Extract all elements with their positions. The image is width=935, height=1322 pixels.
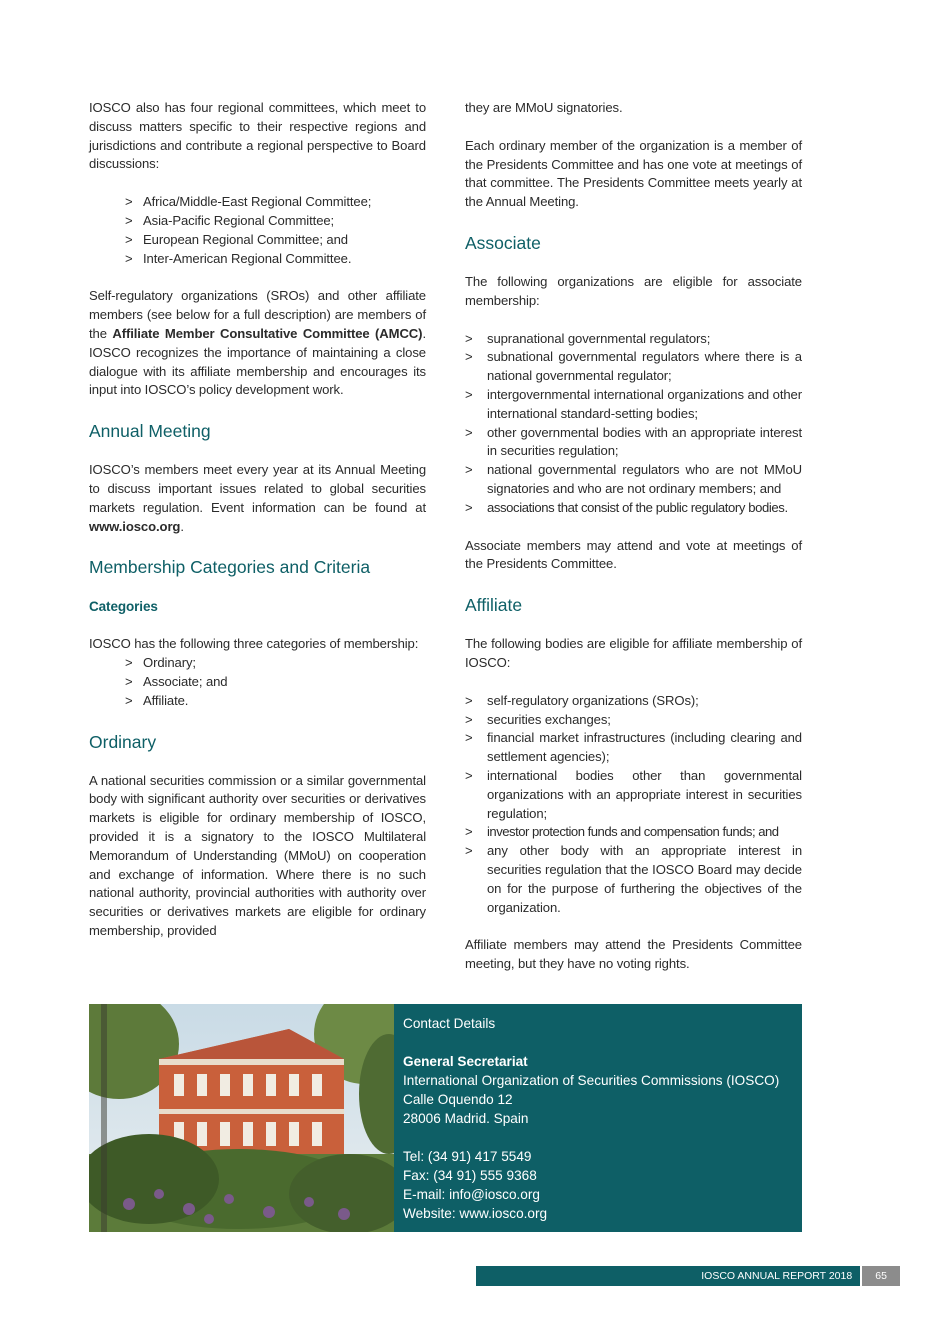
list-item: > national governmental regulators who are not MMoU signatories and who are not ordinary members; and	[465, 461, 802, 499]
list-item: > international bodies other than governmental organizations with an appropriate interest in securities regulation;	[465, 767, 802, 823]
building-photo-illustration	[89, 1004, 394, 1232]
list-item: > Associate; and	[125, 673, 426, 692]
associate-list	[465, 330, 802, 518]
list-item: > self-regulatory organizations (SROs);	[465, 692, 802, 711]
membership-heading: Membership Categories and Criteria	[89, 557, 371, 578]
report-title: IOSCO ANNUAL REPORT 2018	[476, 1266, 860, 1286]
associate-intro: The following organizations are eligible for associate membership:	[465, 273, 802, 308]
org-heading: General Secretariat	[403, 1054, 528, 1069]
list-item: > Africa/Middle-East Regional Committee;	[125, 193, 426, 212]
sro-text-end: . IOSCO recognizes the importance of maintaining a close dialogue with its affiliate membership and encourages its input into IOSCO’s policy development work.	[89, 325, 426, 398]
list-item: > other governmental bodies with an appropriate interest in securities regulation;	[465, 424, 802, 462]
associate-heading: Associate	[465, 232, 541, 253]
list-item: > subnational governmental regulators where there is a national governmental regulator;	[465, 348, 802, 386]
list-item: > any other body with an appropriate interest in securities regulation that the IOSCO Board may decide on for the purpose of furthering the objectives of the organization.	[465, 842, 802, 917]
ordinary-continued: they are MMoU signatories.	[465, 100, 623, 115]
list-item: > intergovernmental international organizations and other international standard-setting bodies;	[465, 386, 802, 424]
annual-meeting-text: IOSCO’s members meet every year at its Annual Meeting to discuss important issues related to global securities markets regulation. Event information can be found at	[89, 462, 426, 515]
sro-text-start: Self-regulatory organizations (SROs) and other affiliate members (see below for a full description) are members of the	[89, 288, 426, 341]
telephone: Tel: (34 91) 417 5549	[403, 1149, 532, 1164]
page-number: 65	[862, 1266, 900, 1286]
sro-paragraph	[89, 287, 426, 400]
list-item: > Inter-American Regional Committee.	[125, 250, 426, 269]
affiliate-heading: Affiliate	[465, 595, 523, 616]
list-item: > European Regional Committee; and	[125, 231, 426, 250]
ordinary-paragraph: A national securities commission or a similar governmental body with significant authority over securities or derivatives markets is eligible for ordinary membership of IOSCO, provided it is a signatory to the IOSCO Multilateral Memorandum of Understanding (MMoU) on cooperation and exchange of information. Where there is no such national authority, provincial authorities with authority over securities or derivatives markets are eligible for ordinary membership, provided	[89, 772, 426, 938]
right-column	[465, 99, 802, 993]
regional-committees-list	[89, 193, 426, 268]
fax: Fax: (34 91) 555 9368	[403, 1168, 537, 1183]
categories-intro: IOSCO has the following three categories of membership:	[89, 636, 419, 652]
iosco-website-link[interactable]: www.iosco.org	[89, 518, 181, 534]
contact-title: Contact Details	[403, 1016, 496, 1031]
left-column	[89, 99, 426, 960]
city-address: 28006 Madrid. Spain	[403, 1111, 529, 1126]
ordinary-heading: Ordinary	[89, 731, 157, 752]
regional-committees-intro: IOSCO also has four regional committees, which meet to discuss matters specific to their respective regions and jurisdictions and contribute a regional perspective to Board discussions:	[89, 100, 426, 172]
street-address: Calle Oquendo 12	[403, 1092, 513, 1107]
list-item: > associations that consist of the public regulatory bodies.	[465, 499, 802, 518]
website-link[interactable]: Website: www.iosco.org	[403, 1206, 548, 1221]
list-item: > Affiliate.	[125, 692, 426, 711]
annual-meeting-paragraph	[89, 461, 426, 536]
affiliate-list	[465, 692, 802, 918]
contact-panel	[89, 1004, 802, 1232]
org-name: International Organization of Securities Commissions (IOSCO)	[403, 1073, 780, 1088]
headquarters-photo	[89, 1004, 394, 1232]
amcc-name: Affiliate Member Consultative Committee (AMCC)	[112, 325, 423, 341]
affiliate-intro: The following bodies are eligible for affiliate membership of IOSCO:	[465, 636, 802, 670]
ordinary-paragraph-2: Each ordinary member of the organization is a member of the Presidents Committee and has one vote at meetings of that committee. The Presidents Committee meets yearly at the Annual Meeting.	[465, 137, 802, 210]
list-item: > financial market infrastructures (including clearing and settlement agencies);	[465, 729, 802, 767]
associate-note: Associate members may attend and vote at meetings of the Presidents Committee.	[465, 537, 802, 572]
list-item: > supranational governmental regulators;	[465, 330, 802, 349]
affiliate-note: Affiliate members may attend the Presidents Committee meeting, but they have no voting rights.	[465, 937, 802, 972]
categories-heading: Categories	[89, 599, 158, 615]
annual-meeting-heading: Annual Meeting	[89, 421, 211, 442]
email-link[interactable]: E-mail: info@iosco.org	[403, 1187, 540, 1202]
list-item: > Asia-Pacific Regional Committee;	[125, 212, 426, 231]
list-item: > securities exchanges;	[465, 711, 802, 730]
annual-meeting-end: .	[180, 518, 184, 534]
page-footer	[476, 1266, 900, 1286]
list-item: > investor protection funds and compensation funds; and	[465, 823, 802, 842]
contact-details	[394, 1004, 802, 1232]
list-item: > Ordinary;	[125, 654, 426, 673]
categories-list	[89, 654, 426, 710]
